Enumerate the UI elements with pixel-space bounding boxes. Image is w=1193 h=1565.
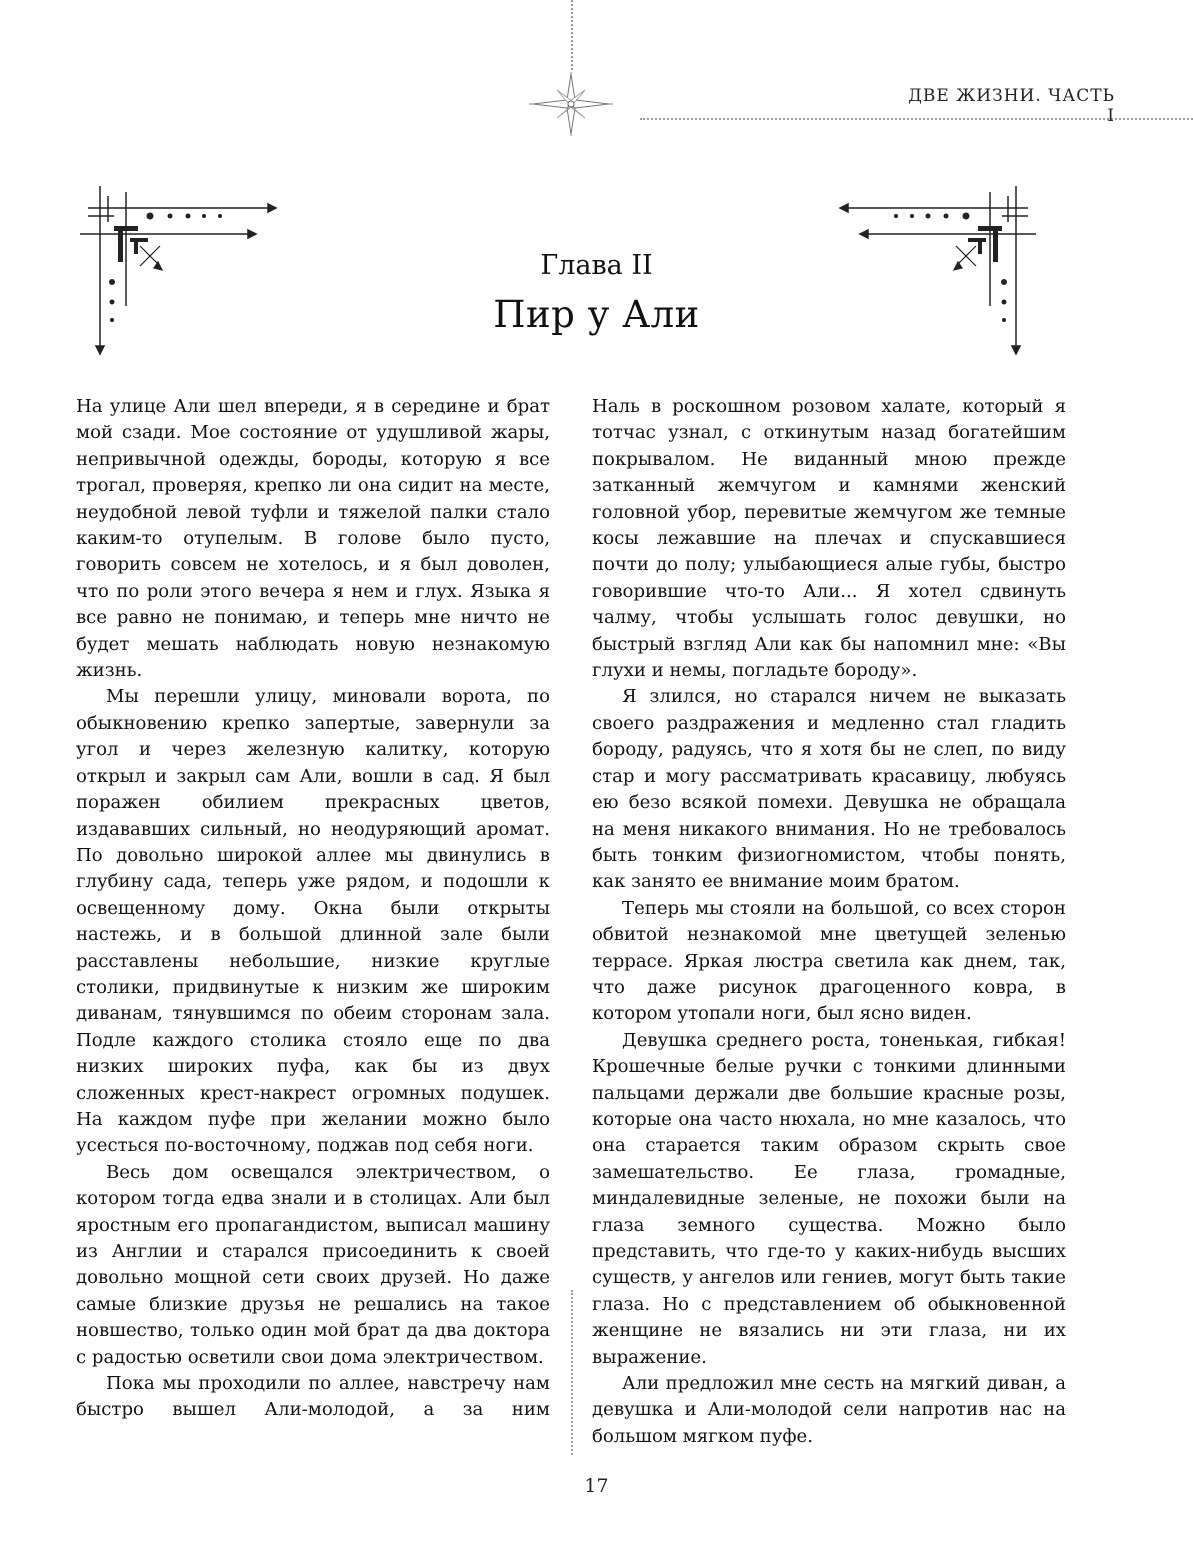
paragraph: Мы перешли улицу, миновали ворота, по обыкновению крепко запертые, завернули за угол и через железную калитку, которую открыл и закрыл сам Али, вошли в сад. Я был поражен обилием прекрасных цветов, издававших сильный, но неодуряющий аромат. По довольно широкой аллее мы двинулись в глубину сада, теперь уже рядом, и подошли к освещенному дому. Окна были открыты настежь, и в большой длинной зале были расставлены небольшие, низкие круглые столики, придвинутые к низким же широким диванам, тянувшимся по обеим сторонам зала. Подле каждого столика стояло еще по два низких широких пуфа, как бы из двух сложенных крест-накрест огромных подушек. На каждом пуфе при желании можно было усесться по-восточному, поджав под себя ноги. bbox=[76, 686, 550, 1157]
chapter-label: Глава II bbox=[540, 250, 653, 281]
paragraph: Наль в роскошном розовом халате, который я тотчас узнал, с откинутым назад богатейшим покрывалом. Не виданный мною прежде затканный жемчугом и камнями женский головной убор, перевитые жемчугом же темные косы лежавшие на плечах и спускавшиеся почти до полу; улыбающиеся алые губы, быстро говорившие что-то Али... Я хотел сдвинуть чалму, чтобы услышать голос девушки, но быстрый взгляд Али как бы напомнил мне: «Вы глухи и немы, погладьте бороду». bbox=[592, 396, 1066, 682]
page-number: 17 bbox=[584, 1475, 609, 1497]
paragraph: Девушка среднего роста, тоненькая, гибкая! Крошечные белые ручки с тонкими длинными пальцами держали две большие красные розы, которые она часто нюхала, но мне казалось, что она старается таким образом скрыть свое замешательство. Ее глаза, громадные, миндалевидные зеленые, не похожи были на глаза земного существа. Можно было представить, что где-то у каких-нибудь высших существ, у ангелов или гениев, могут быть такие глаза. Но с представлением об обыкновенной женщине не вязались ни эти глаза, ни их выражение. bbox=[592, 1029, 1066, 1368]
paragraph: Пока мы проходили по аллее, навстречу нам быстро вышел Али-молодой, а за ним bbox=[76, 1373, 550, 1421]
text-column-left bbox=[76, 394, 550, 1424]
top-center-dotted-rule bbox=[571, 0, 573, 70]
paragraph: Я злился, но старался ничем не выказать своего раздражения и медленно стал гладить бороду, радуясь, что я хотя бы не слеп, по виду стар и могу рассматривать красавицу, любуясь ею безо всякой помехи. Девушка не обращала на меня никакого внимания. Но не требовалось быть тонким физиогномистом, чтобы понять, как занято ее внимание моим братом. bbox=[592, 686, 1066, 893]
paragraph: Теперь мы стояли на большой, со всех сторон обвитой незнакомой мне цветущей зеленью террасе. Яркая люстра светила как днем, так, что даже рисунок драгоценного ковра, в котором утопали ноги, был ясно виден. bbox=[592, 897, 1066, 1025]
running-head: ДВЕ ЖИЗНИ. ЧАСТЬ I bbox=[908, 86, 1115, 126]
column-divider-dotted-rule bbox=[571, 1290, 573, 1455]
compass-rose-icon bbox=[527, 70, 615, 138]
paragraph: Али предложил мне сесть на мягкий диван, а девушка и Али-молодой сели напротив нас на большом мягком пуфе. bbox=[592, 1373, 1066, 1447]
paragraph: На улице Али шел впереди, я в середине и брат мой сзади. Мое состояние от удушливой жары, непривычной одежды, бороды, которую я все трогал, проверяя, крепко ли она сидит на месте, неудобной левой туфли и тяжелой палки стало каким-то отупелым. В голове было пусто, говорить совсем не хотелось, и я был доволен, что по роли этого вечера я нем и глух. Языка я все равно не понимаю, и теперь мне ничто не будет мешать наблюдать новую незнакомую жизнь. bbox=[76, 396, 550, 682]
text-column-right bbox=[592, 394, 1066, 1450]
chapter-title: Пир у Али bbox=[493, 293, 700, 336]
paragraph: Весь дом освещался электричеством, о котором тогда едва знали и в столицах. Али был яростным его пропагандистом, выписал машину из Англии и старался присоединить к своей довольно мощной сети своих друзей. Но даже самые близкие друзья не решались на такое новшество, только один мой брат да два доктора с радостью осветили свои дома электричеством. bbox=[76, 1161, 550, 1368]
